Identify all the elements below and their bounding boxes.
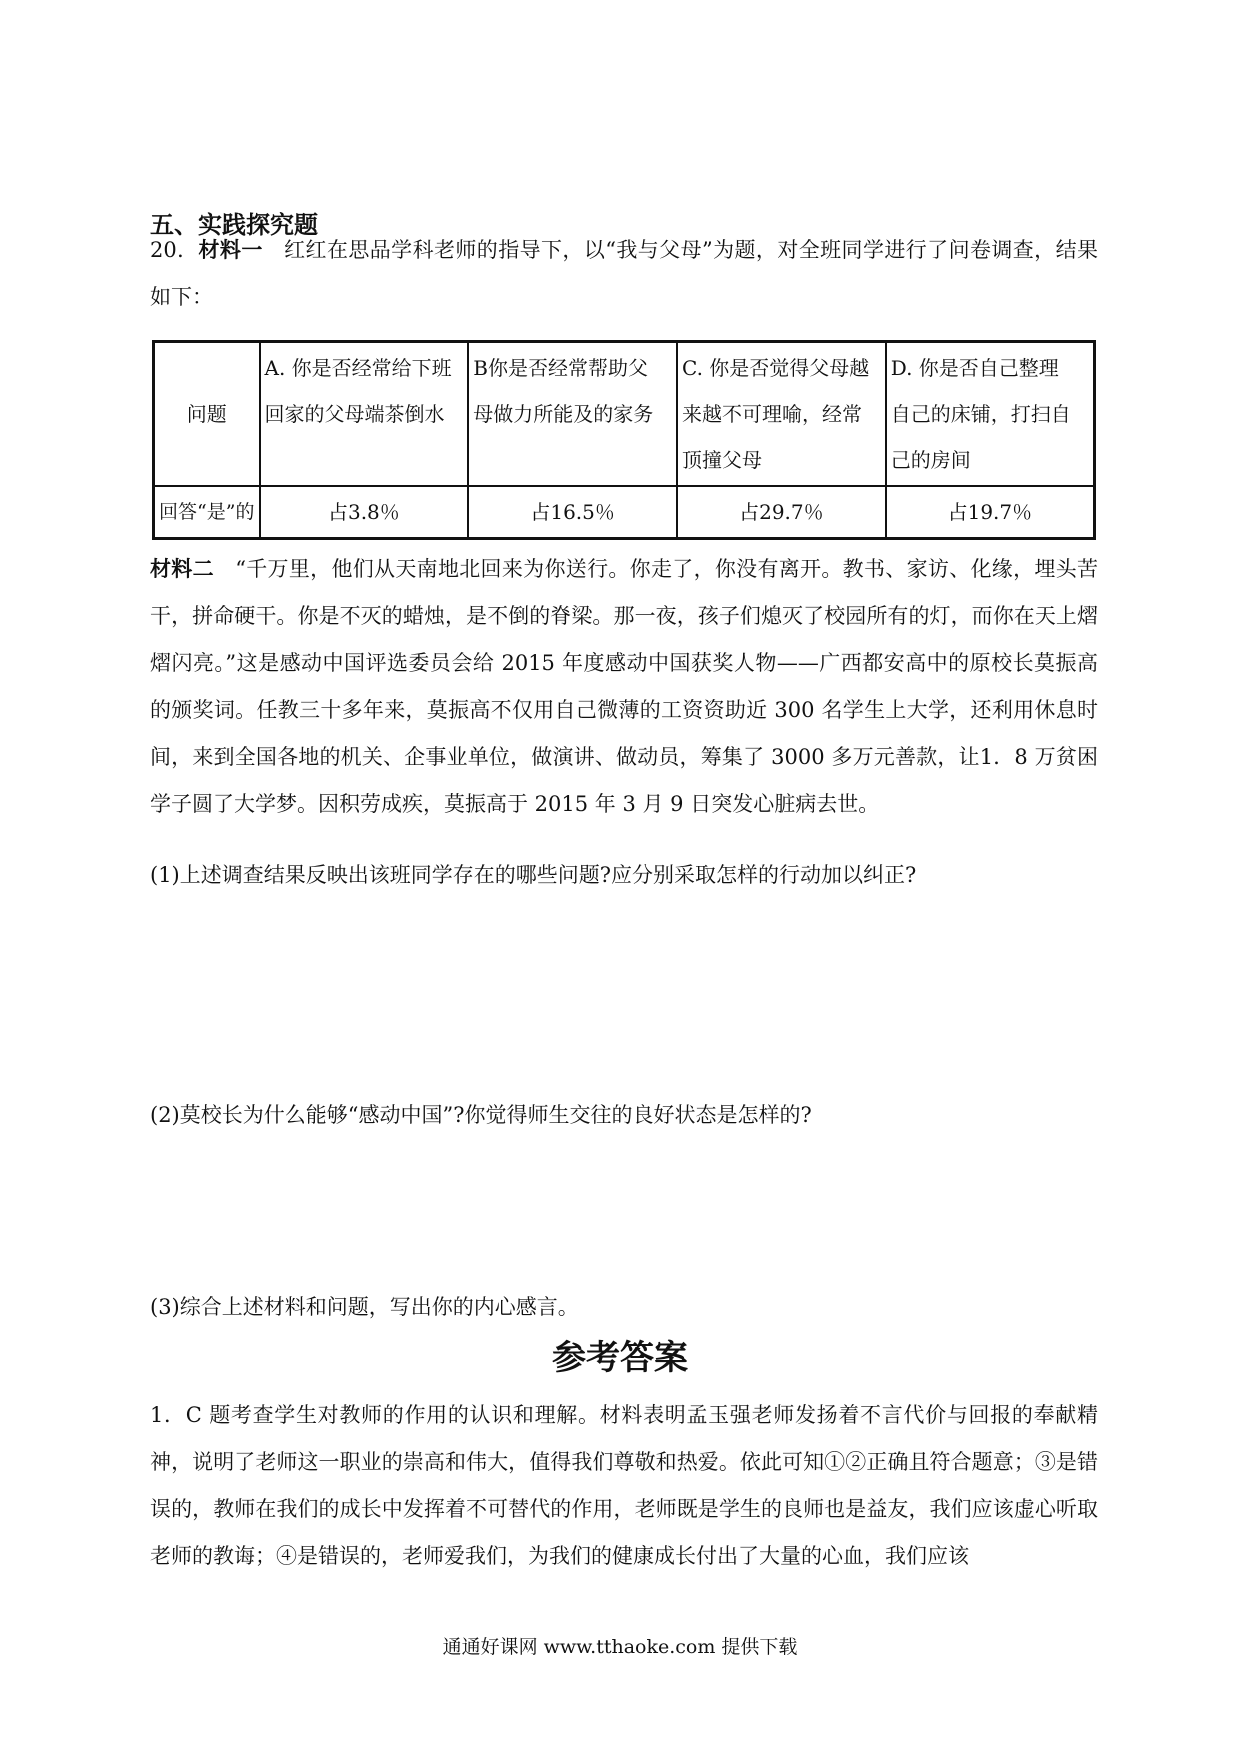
survey-question-c: C. 你是否觉得父母越 来越不可理喻，经常 顶撞父母 [677,342,886,487]
q20-sub-question-1: (1)上述调查结果反映出该班同学存在的哪些问题?应分别采取怎样的行动加以纠正? [150,863,917,887]
q20-sub-question-2: (2)莫校长为什么能够“感动中国”?你觉得师生交往的良好状态是怎样的? [150,1103,812,1127]
material2-text: “千万里，他们从天南地北回来为你送行。你走了，你没有离开。教书、家访、化缘，埋头苦干，拼命硬干。你是不灭的蜡烛，是不倒的脊梁。那一夜，孩子们熄灭了校园所有的灯，而你在天上熠熠闪亮。”这是感动中国评选委员会给 2015 年度感动中国获奖人物——广西都安高中的原校长莫振高的颁奖词。任教三十多年来，莫振高不仅用自己微薄的工资资助近 300 名学生上大学，还利用休息时间，来到全国各地的机关、企事业单位，做演讲、做动员，筹集了 3000 多万元善款，让1．8 万贫困学子圆了大学梦。因积劳成疾，莫振高于 2015 年 3 月 9 日突发心脏病去世。 [150,557,1098,816]
survey-value-a: 占3.8％ [260,486,469,539]
survey-result-row [154,486,1095,539]
page-footer: 通通好课网 www.tthaoke.com 提供下载 [442,1636,798,1658]
answer-1-paragraph: 1．C 题考查学生对教师的作用的认识和理解。材料表明孟玉强老师发扬着不言代价与回报的奉献精神，说明了老师这一职业的崇高和伟大，值得我们尊敬和热爱。依此可知①②正确且符合题意；③是错误的，教师在我们的成长中发挥着不可替代的作用，老师既是学生的良师也是益友，我们应该虚心听取老师的教诲；④是错误的，老师爱我们，为我们的健康成长付出了大量的心血，我们应该 [150,1403,1098,1568]
q20-material1-paragraph [150,227,1098,321]
material1-label: 材料一 [198,238,263,262]
survey-question-b: B你是否经常帮助父 母做力所能及的家务 [468,342,677,487]
material2-label: 材料二 [150,557,214,581]
survey-table [152,340,1096,540]
survey-row-label: 回答“是”的 [154,486,260,539]
survey-header-label: 问题 [154,342,260,487]
q20-sub-question-3: (3)综合上述材料和问题，写出你的内心感言。 [150,1295,579,1319]
section-heading: 五、实践探究题 [150,211,318,239]
survey-value-d: 占19.7％ [886,486,1095,539]
survey-question-a: A. 你是否经常给下班 回家的父母端茶倒水 [260,342,469,487]
survey-value-c: 占29.7％ [677,486,886,539]
q20-number: 20． [150,238,199,262]
survey-question-row [154,342,1095,487]
q20-material2-paragraph [150,546,1098,828]
survey-question-d: D. 你是否自己整理 自己的床铺，打扫自 己的房间 [886,342,1095,487]
survey-value-b: 占16.5％ [468,486,677,539]
material1-text: 红红在思品学科老师的指导下，以“我与父母”为题，对全班同学进行了问卷调查，结果如下： [150,238,1098,309]
answer-key-title: 参考答案 [552,1338,688,1378]
